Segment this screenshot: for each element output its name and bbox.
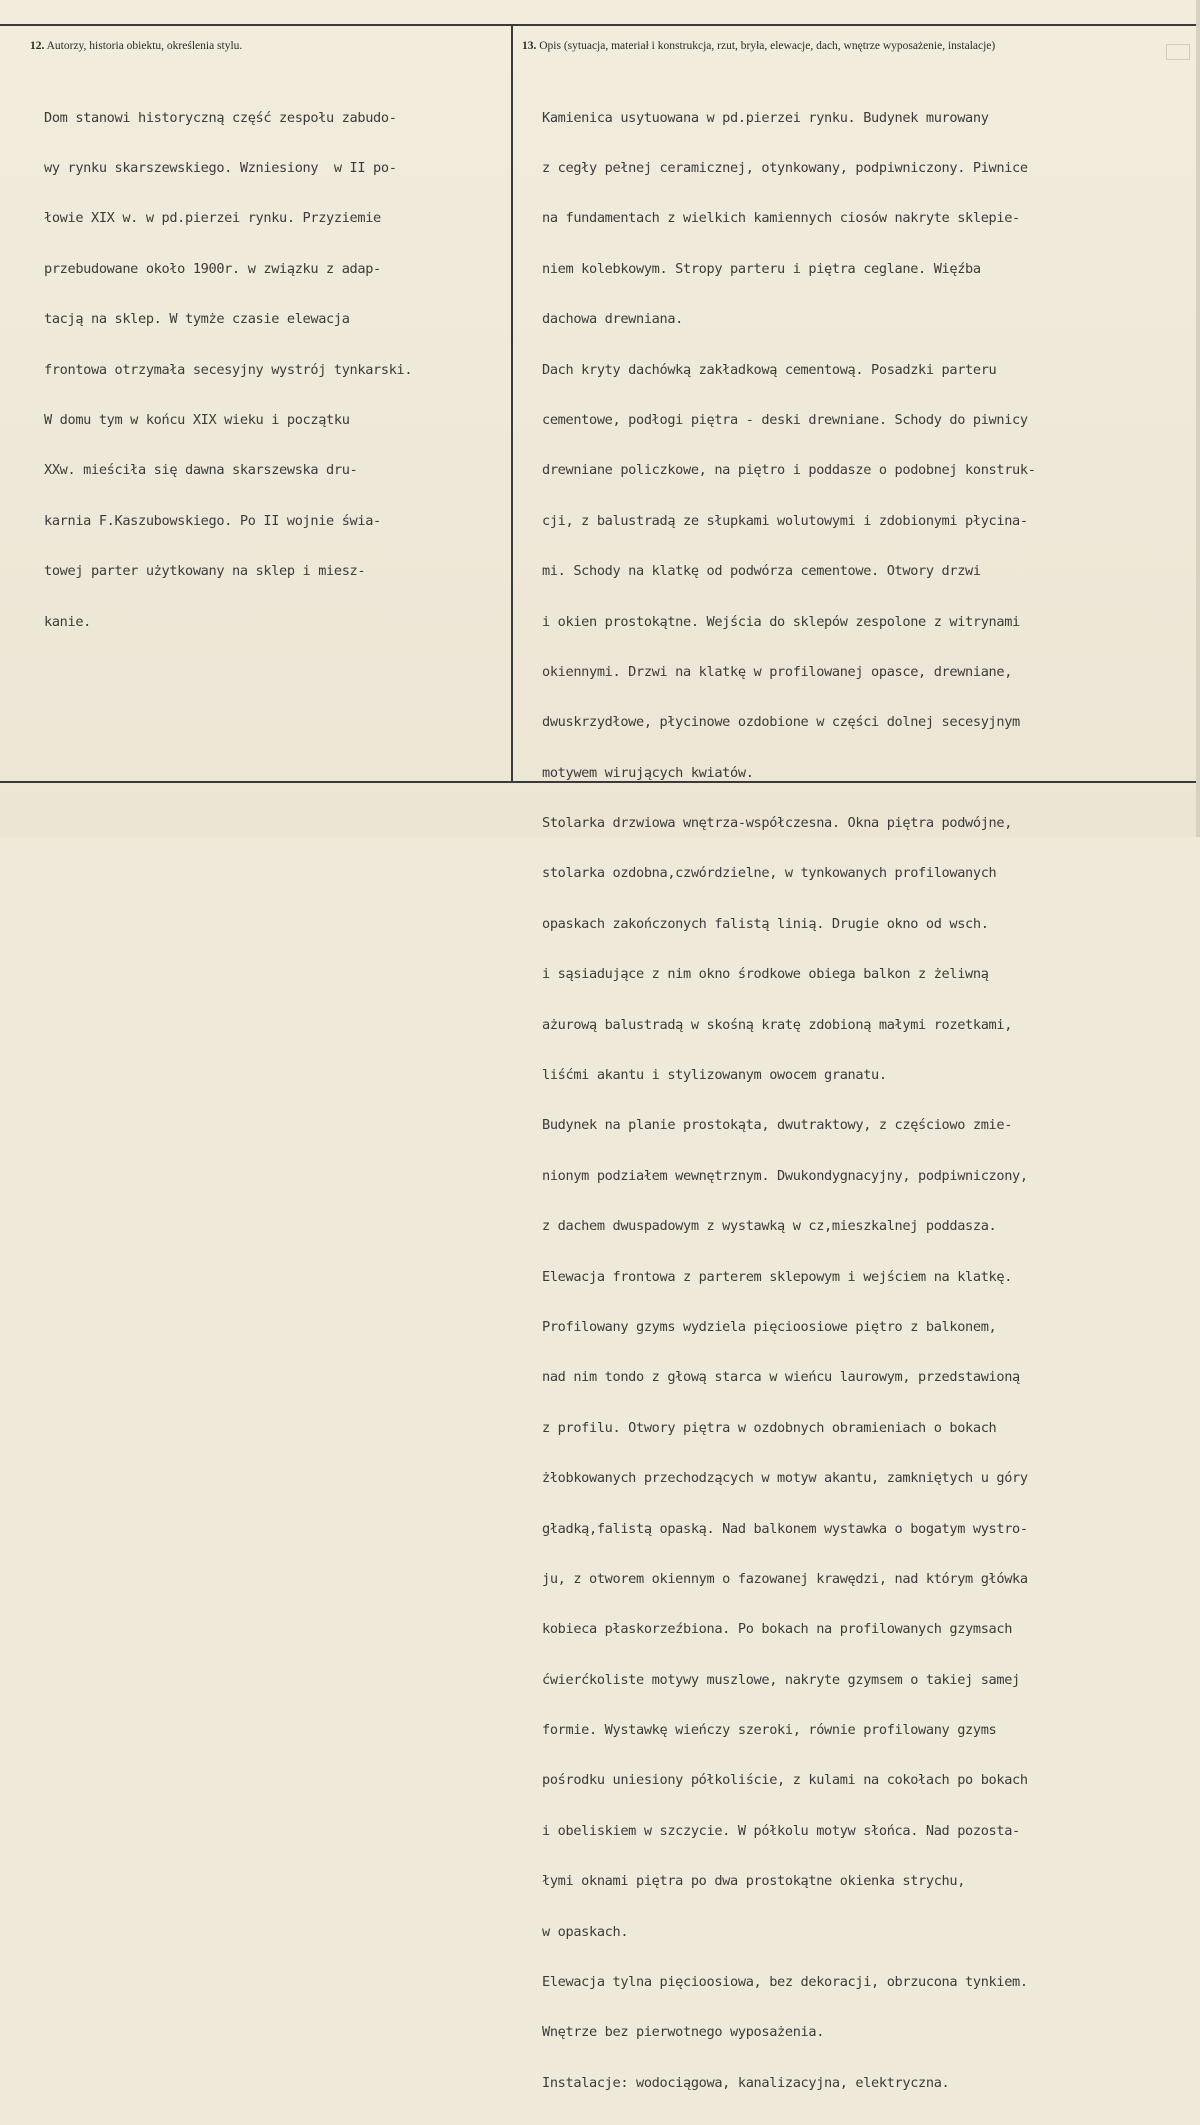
section-12-typed-text <box>44 76 512 664</box>
text-line: ażurową balustradą w skośną kratę zdobioną małymi rozetkami, <box>542 1016 1013 1033</box>
text-line: Instalacje: wodociągowa, kanalizacyjna, elektryczna. <box>542 2074 950 2091</box>
text-line: karnia F.Kaszubowskiego. Po II wojnie świa- <box>44 512 381 529</box>
text-line: cementowe, podłogi piętra - deski drewniane. Schody do piwnicy <box>542 411 1028 428</box>
text-line: wy rynku skarszewskiego. Wzniesiony w II po- <box>44 159 397 176</box>
text-line: pośrodku uniesiony półkoliście, z kulami na cokołach po bokach <box>542 1772 1028 1789</box>
text-line: Budynek na planie prostokąta, dwutraktowy, z częściowo zmie- <box>542 1117 1013 1134</box>
text-line: formie. Wystawkę wieńczy szeroki, równie profilowany gzyms <box>542 1722 997 1739</box>
text-line: cji, z balustradą ze słupkami wolutowymi i zdobionymi płycina- <box>542 512 1028 529</box>
text-line: drewniane policzkowe, na piętro i poddasze o podobnej konstruk- <box>542 462 1036 479</box>
text-line: towej parter użytkowany na sklep i miesz- <box>44 563 366 580</box>
text-line: Dach kryty dachówką zakładkową cementową. Posadzki parteru <box>542 361 997 378</box>
text-line: motywem wirujących kwiatów. <box>542 764 754 781</box>
text-line: dachowa drewniana. <box>542 311 684 328</box>
text-line: dwuskrzydłowe, płycinowe ozdobione w części dolnej secesyjnym <box>542 714 1020 731</box>
section-13-title: Opis (sytuacja, materiał i konstrukcja, rzut, bryła, elewacje, dach, wnętrze wyposażenie, instalacje) <box>539 40 996 52</box>
text-line: kobieca płaskorzeźbiona. Po bokach na profilowanych gzymsach <box>542 1621 1013 1638</box>
text-line: Dom stanowi historyczną część zespołu zabudo- <box>44 109 397 126</box>
text-line: gładką,falistą opaską. Nad balkonem wystawka o bogatym wystro- <box>542 1520 1028 1537</box>
text-line: przebudowane około 1900r. w związku z adap- <box>44 260 381 277</box>
text-line: z cegły pełnej ceramicznej, otynkowany, podpiwniczony. Piwnice <box>542 159 1028 176</box>
text-line: opaskach zakończonych falistą linią. Drugie okno od wsch. <box>542 915 989 932</box>
text-line: stolarka ozdobna,czwórdzielne, w tynkowanych profilowanych <box>542 865 997 882</box>
text-line: Kamienica usytuowana w pd.pierzei rynku. Budynek murowany <box>542 109 989 126</box>
text-line: frontowa otrzymała secesyjny wystrój tynkarski. <box>44 361 413 378</box>
paper-edge <box>1196 0 1200 837</box>
section-12-title: Autorzy, historia obiektu, określenia stylu. <box>46 40 243 52</box>
text-line: W domu tym w końcu XIX wieku i początku <box>44 411 350 428</box>
text-line: mi. Schody na klatkę od podwórza cementowe. Otwory drzwi <box>542 563 981 580</box>
text-line: i okien prostokątne. Wejścia do sklepów zespolone z witrynami <box>542 613 1020 630</box>
text-line: łowie XIX w. w pd.pierzei rynku. Przyziemie <box>44 210 381 227</box>
text-line: tacją na sklep. W tymże czasie elewacja <box>44 311 350 328</box>
text-line: i sąsiadujące z nim okno środkowe obiega balkon z żeliwną <box>542 966 989 983</box>
section-12-number: 12. <box>30 40 45 52</box>
top-border-line <box>0 24 1200 26</box>
text-line: i obeliskiem w szczycie. W półkolu motyw słońca. Nad pozosta- <box>542 1822 1020 1839</box>
text-line: ju, z otworem okiennym o fazowanej krawędzi, nad którym główka <box>542 1570 1028 1587</box>
text-line: ćwierćkoliste motywy muszlowe, nakryte gzymsem o takiej samej <box>542 1671 1020 1688</box>
text-line: Elewacja frontowa z parterem sklepowym i wejściem na klatkę. <box>542 1268 1013 1285</box>
text-line: Profilowany gzyms wydziela pięcioosiowe piętro z balkonem, <box>542 1318 997 1335</box>
text-line: żłobkowanych przechodzących w motyw akantu, zamkniętych u góry <box>542 1470 1028 1487</box>
text-line: Elewacja tylna pięcioosiowa, bez dekoracji, obrzucona tynkiem. <box>542 1974 1028 1991</box>
text-line: okiennymi. Drzwi na klatkę w profilowanej opasce, drewniane, <box>542 663 1013 680</box>
faded-stamp <box>1166 44 1190 60</box>
text-line: niem kolebkowym. Stropy parteru i piętra ceglane. Więźba <box>542 260 981 277</box>
text-line: łymi oknami piętra po dwa prostokątne okienka strychu, <box>542 1873 966 1890</box>
text-line: kanie. <box>44 613 92 630</box>
text-line: liśćmi akantu i stylizowanym owocem granatu. <box>542 1067 887 1084</box>
text-line: Stolarka drzwiowa wnętrza-współczesna. Okna piętra podwójne, <box>542 815 1013 832</box>
section-13-number: 13. <box>522 40 537 52</box>
text-line: Wnętrze bez pierwotnego wyposażenia. <box>542 2024 825 2041</box>
text-line: z dachem dwuspadowym z wystawką w cz,mieszkalnej poddasza. <box>542 1218 997 1235</box>
section-13-header <box>522 40 995 52</box>
text-line: w opaskach. <box>542 1923 629 1940</box>
section-12-header <box>30 40 242 52</box>
text-line: nionym podziałem wewnętrznym. Dwukondygnacyjny, podpiwniczony, <box>542 1167 1028 1184</box>
section-13-typed-text <box>542 76 1192 2125</box>
text-line: na fundamentach z wielkich kamiennych ciosów nakryte sklepie- <box>542 210 1020 227</box>
text-line: nad nim tondo z głową starca w wieńcu laurowym, przedstawioną <box>542 1369 1020 1386</box>
text-line: XXw. mieściła się dawna skarszewska dru- <box>44 462 358 479</box>
text-line: z profilu. Otwory piętra w ozdobnych obramieniach o bokach <box>542 1419 997 1436</box>
